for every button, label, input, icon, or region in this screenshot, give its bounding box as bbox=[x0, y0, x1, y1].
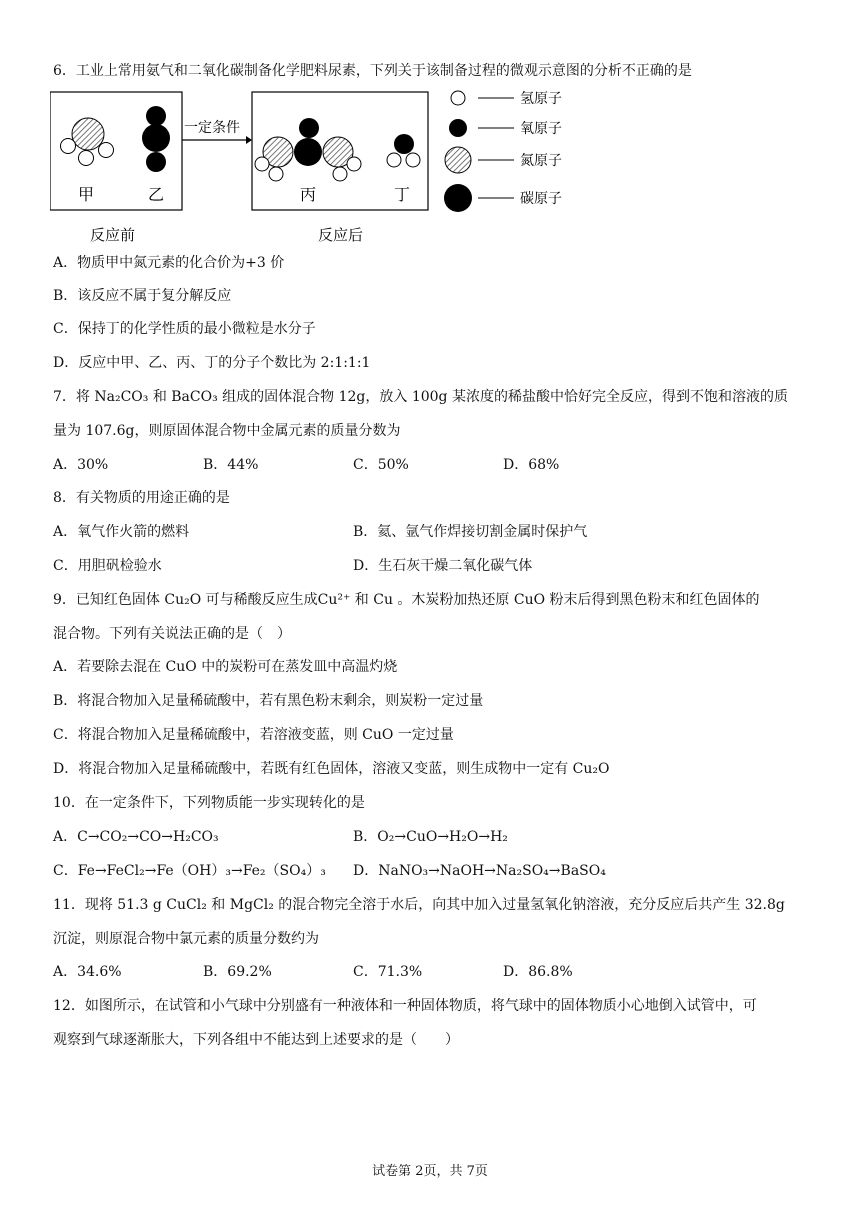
oxygen-atom bbox=[146, 152, 166, 172]
q6-option-a: A．物质甲中氮元素的化合价为+3 价 bbox=[53, 255, 285, 271]
legend-nitrogen: 氮原子 bbox=[520, 153, 562, 169]
hydrogen-legend-icon bbox=[451, 91, 465, 105]
q9-option-a: A．若要除去混在 CuO 中的炭粉可在蒸发皿中高温灼烧 bbox=[53, 659, 398, 675]
q11-option-c: C．71.3% bbox=[353, 964, 423, 980]
legend-hydrogen: 氢原子 bbox=[520, 91, 562, 107]
hydrogen-atom bbox=[347, 157, 361, 171]
q10-option-d: D．NaNO₃→NaOH→Na₂SO₄→BaSO₄ bbox=[353, 863, 606, 879]
q8-option-b: B．氦、氩气作焊接切割金属时保护气 bbox=[353, 524, 588, 540]
q9-stem-line2: 混合物。下列有关说法正确的是（ ） bbox=[53, 626, 291, 642]
q7-option-b: B．44% bbox=[203, 457, 259, 473]
q11-option-b: B．69.2% bbox=[203, 964, 272, 980]
molecule-yi bbox=[142, 106, 170, 172]
label-yi: 乙 bbox=[148, 185, 165, 204]
hydrogen-atom bbox=[387, 153, 401, 167]
q11-stem-line2: 沉淀，则原混合物中氯元素的质量分数约为 bbox=[53, 931, 319, 947]
q10-option-c: C．Fe→FeCl₂→Fe（OH）₃→Fe₂（SO₄）₃ bbox=[53, 863, 326, 879]
q10-option-b: B．O₂→CuO→H₂O→H₂ bbox=[353, 829, 508, 845]
molecule-jia bbox=[61, 118, 114, 166]
reaction-microscopic-diagram bbox=[50, 88, 580, 248]
q9-stem-line1: 9．已知红色固体 Cu₂O 可与稀酸反应生成Cu²⁺ 和 Cu 。木炭粉加热还原 CuO 粉末后得到黑色粉末和红色固体的 bbox=[53, 592, 760, 608]
label-ding: 丁 bbox=[394, 185, 411, 204]
carbon-legend-icon bbox=[444, 184, 472, 212]
nitrogen-legend-icon bbox=[445, 147, 471, 173]
caption-after: 反应后 bbox=[318, 226, 364, 244]
legend-oxygen: 氧原子 bbox=[520, 121, 562, 137]
q7-option-c: C．50% bbox=[353, 457, 409, 473]
hydrogen-atom bbox=[255, 157, 269, 171]
page-footer: 试卷第 2页，共 7页 bbox=[372, 1164, 488, 1179]
carbon-atom bbox=[142, 124, 170, 152]
q12-stem-line1: 12．如图所示，在试管和小气球中分别盛有一种液体和一种固体物质，将气球中的固体物质小心地倒入试管中，可 bbox=[53, 998, 757, 1014]
q8-option-d: D．生石灰干燥二氧化碳气体 bbox=[353, 558, 533, 574]
oxygen-atom bbox=[146, 106, 166, 126]
q10-option-a: A．C→CO₂→CO→H₂CO₃ bbox=[53, 829, 219, 845]
q7-stem-line1: 7．将 Na₂CO₃ 和 BaCO₃ 组成的固体混合物 12g，放入 100g 某浓度的稀盐酸中恰好完全反应，得到不饱和溶液的质 bbox=[53, 389, 788, 405]
molecule-bing bbox=[255, 118, 361, 181]
hydrogen-atom bbox=[79, 151, 94, 166]
q6-option-c: C．保持丁的化学性质的最小微粒是水分子 bbox=[53, 321, 316, 337]
q8-option-a: A．氧气作火箭的燃料 bbox=[53, 524, 190, 540]
hydrogen-atom bbox=[99, 143, 114, 158]
q9-option-d: D．将混合物加入足量稀硫酸中，若既有红色固体，溶液又变蓝，则生成物中一定有 Cu₂O bbox=[53, 761, 610, 777]
q8-stem: 8．有关物质的用途正确的是 bbox=[53, 490, 230, 506]
q7-stem-line2: 量为 107.6g，则原固体混合物中金属元素的质量分数为 bbox=[53, 423, 401, 439]
q8-option-c: C．用胆矾检验水 bbox=[53, 558, 162, 574]
hydrogen-atom bbox=[61, 139, 76, 154]
q11-stem-line1: 11．现将 51.3 g CuCl₂ 和 MgCl₂ 的混合物完全溶于水后，向其中加入过量氢氧化钠溶液，充分反应后共产生 32.8g bbox=[53, 897, 785, 913]
hydrogen-atom bbox=[333, 167, 347, 181]
q10-stem: 10．在一定条件下，下列物质能一步实现转化的是 bbox=[53, 795, 365, 811]
oxygen-legend-icon bbox=[449, 119, 467, 137]
label-bing: 丙 bbox=[300, 185, 317, 204]
hydrogen-atom bbox=[269, 167, 283, 181]
oxygen-atom bbox=[299, 118, 319, 138]
q6-stem: 6．工业上常用氨气和二氧化碳制备化学肥料尿素，下列关于该制备过程的微观示意图的分析不正确的是 bbox=[53, 63, 692, 79]
q12-stem-line2: 观察到气球逐渐胀大，下列各组中不能达到上述要求的是（ ） bbox=[53, 1032, 459, 1048]
carbon-atom bbox=[294, 138, 322, 166]
q11-option-a: A．34.6% bbox=[53, 964, 122, 980]
q11-option-d: D．86.8% bbox=[503, 964, 573, 980]
q6-option-b: B．该反应不属于复分解反应 bbox=[53, 288, 232, 304]
legend bbox=[444, 91, 562, 212]
legend-carbon: 碳原子 bbox=[520, 191, 562, 207]
oxygen-atom bbox=[394, 134, 414, 154]
label-jia: 甲 bbox=[78, 185, 95, 204]
arrow-condition-label: 一定条件 bbox=[184, 120, 240, 136]
q7-option-d: D．68% bbox=[503, 457, 560, 473]
q9-option-c: C．将混合物加入足量稀硫酸中，若溶液变蓝，则 CuO 一定过量 bbox=[53, 727, 454, 743]
q6-option-d: D．反应中甲、乙、丙、丁的分子个数比为 2:1:1:1 bbox=[53, 355, 371, 371]
q7-option-a: A．30% bbox=[53, 457, 109, 473]
caption-before: 反应前 bbox=[90, 226, 136, 244]
nitrogen-atom bbox=[72, 118, 104, 150]
q9-option-b: B．将混合物加入足量稀硫酸中，若有黑色粉末剩余，则炭粉一定过量 bbox=[53, 693, 484, 709]
arrow-head-icon bbox=[246, 136, 252, 144]
hydrogen-atom bbox=[406, 153, 420, 167]
molecule-ding bbox=[387, 134, 420, 167]
